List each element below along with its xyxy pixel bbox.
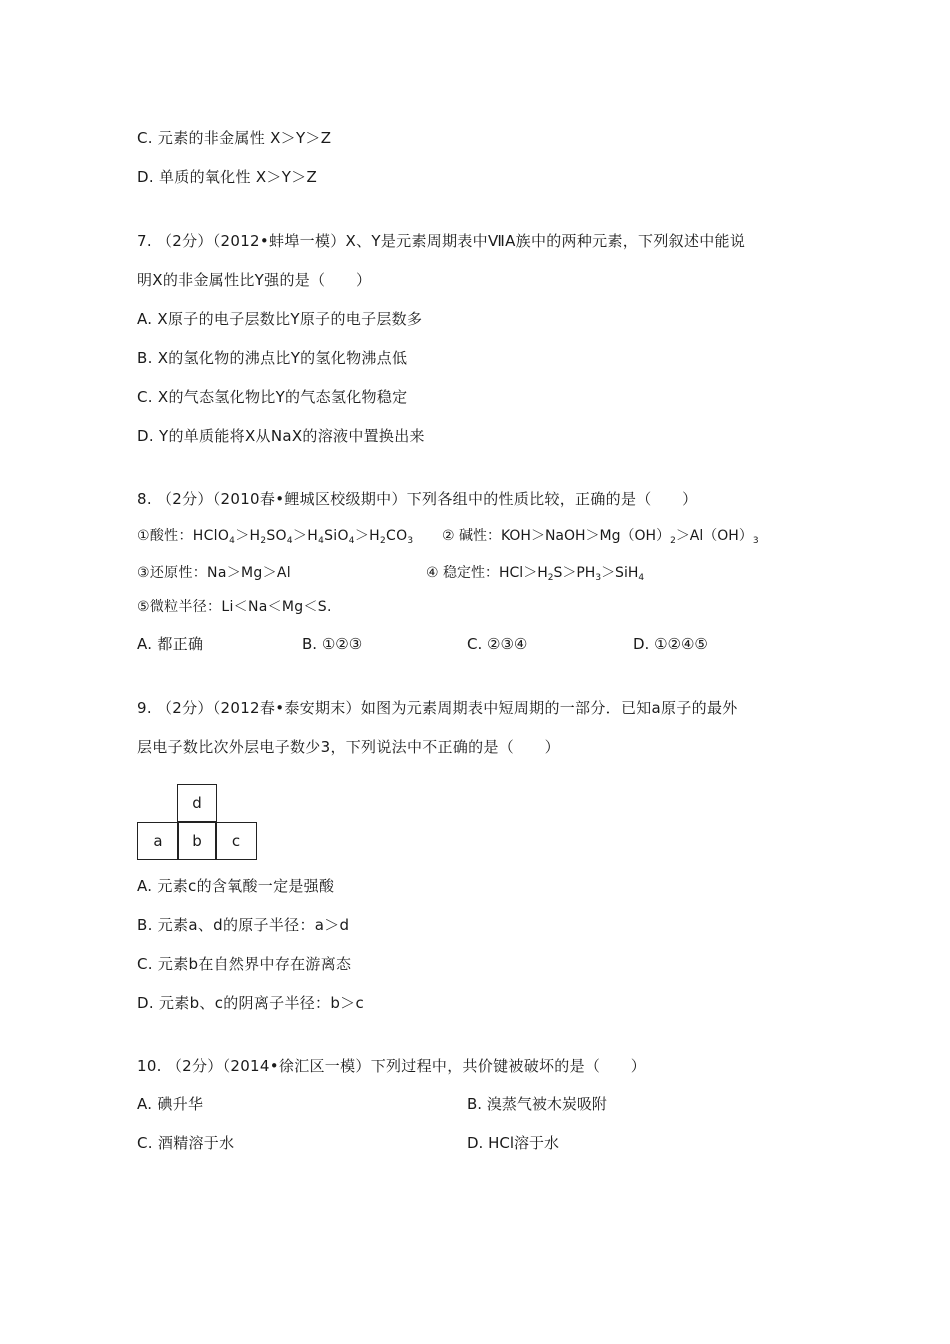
q10-option-c: C. 酒精溶于水 (137, 1134, 235, 1152)
q7-option-b: B. X的氢化物的沸点比Y的氢化物沸点低 (137, 349, 408, 367)
cell-c: c (215, 822, 257, 860)
q8-option-b: B. ①②③ (302, 635, 363, 653)
q8-option-a: A. 都正确 (137, 635, 204, 653)
q10-stem: 10. （2分）（2014•徐汇区一模）下列过程中，共价键被破坏的是（ ） (137, 1057, 647, 1075)
q9-option-a: A. 元素c的含氧酸一定是强酸 (137, 877, 335, 895)
q7-stem-line1: 7. （2分）（2012•蚌埠一模）X、Y是元素周期表中ⅦA族中的两种元素，下列叙述中能说 (137, 232, 746, 250)
cell-d: d (177, 784, 217, 822)
q8-option-d: D. ①②④⑤ (633, 635, 708, 653)
q8-stem: 8. （2分）（2010春•鲤城区校级期中）下列各组中的性质比较，正确的是（ ） (137, 490, 698, 508)
q9-option-b: B. 元素a、d的原子半径：a＞d (137, 916, 350, 934)
q10-option-d: D. HCl溶于水 (467, 1134, 560, 1152)
q6-option-c: C. 元素的非金属性 X＞Y＞Z (137, 129, 332, 147)
q9-stem-line2: 层电子数比次外层电子数少3，下列说法中不正确的是（ ） (137, 738, 560, 756)
q10-option-b: B. 溴蒸气被木炭吸附 (467, 1095, 607, 1113)
q7-option-a: A. X原子的电子层数比Y原子的电子层数多 (137, 310, 423, 328)
q8-option-c: C. ②③④ (467, 635, 528, 653)
q7-option-d: D. Y的单质能将X从NaX的溶液中置换出来 (137, 427, 425, 445)
q8-item-3: ③还原性：Na＞Mg＞Al (137, 565, 291, 581)
cell-b: b (177, 822, 217, 860)
cell-a: a (137, 822, 179, 860)
q7-stem-line2: 明X的非金属性比Y强的是（ ） (137, 271, 372, 289)
q6-option-d: D. 单质的氧化性 X＞Y＞Z (137, 168, 318, 186)
q9-stem-line1: 9. （2分）（2012春•泰安期末）如图为元素周期表中短周期的一部分．已知a原子的最外 (137, 699, 738, 717)
q9-option-d: D. 元素b、c的阴离子半径：b＞c (137, 994, 365, 1012)
q8-item-4: ④ 稳定性：$HCl>H_2S>PH_3>SiH_4$ (426, 565, 645, 583)
q9-option-c: C. 元素b在自然界中存在游离态 (137, 955, 352, 973)
q10-option-a: A. 碘升华 (137, 1095, 204, 1113)
q7-option-c: C. X的气态氢化物比Y的气态氢化物稳定 (137, 388, 408, 406)
q8-item-5: ⑤微粒半径：Li＜Na＜Mg＜S. (137, 599, 332, 615)
q8-item-2: ② 碱性：$KOH>NaOH>Mg(OH)_2>Al(OH)_3$ (442, 528, 759, 546)
q8-item-1: ①酸性：$HClO_4>H_2SO_4>H_4SiO_4>H_2CO_3$ (137, 528, 414, 546)
